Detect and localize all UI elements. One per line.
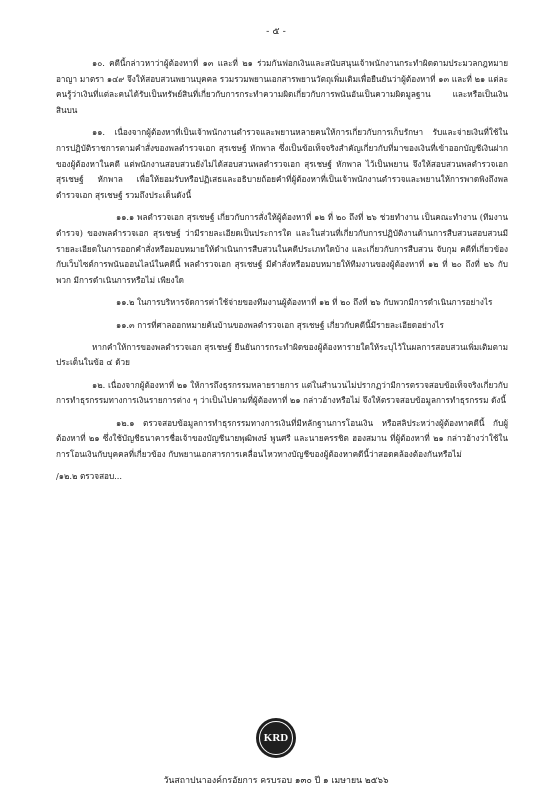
paragraph-note: หากคำให้การของพลตำรวจเอก สุรเชษฐ์ ยืนยันการกระทำผิดของผู้ต้องหารายใดให้ระบุไว้ในผลการสอบสวนเพิ่มเติมตามประเด็นในข้อ ๔ ด้วย xyxy=(56,341,508,368)
paragraph-12: ๑๒. เนื่องจากผู้ต้องหาที่ ๒๑ ให้การถึงธุรกรรมหลายรายการ แต่ในสำนวนไม่ปรากฏว่ามีการตรวจสอบข้อเท็จจริงเกี่ยวกับการทำธุรกรรมทางการเงินรายการต่าง ๆ ว่าเป็นไปตามที่ผู้ต้องหาที่ ๒๑ กล่าวอ้างหรือไม่ จึงให้ตรวจสอบข้อมูลการทำธุรกรรม ดังนี้ xyxy=(56,379,508,406)
paragraph-10: ๑๐. คดีนี้กล่าวหาว่าผู้ต้องหาที่ ๑๓ และที่ ๒๑ ร่วมกันฟอกเงินและสนับสนุนเจ้าพนักงานกระทำผิดตามประมวลกฎหมายอาญา มาตรา ๑๔๙ จึงให้สอบสวนพยานบุคคล รวมรวมพยานเอกสารพยานวัตถุเพิ่มเติมเพื่อยืนยันว่าผู้ต้องหาที่ ๑๓ และที่ ๒๑ แต่ละคนรู้ว่าเงินที่แต่ละคนได้รับเป็นทรัพย์สินที่เกี่ยวกับการกระทำความผิดเกี่ยวกับการพนันอันเป็นความผิดมูลฐาน และหรือเป็นเงินสินบน xyxy=(56,58,508,116)
paragraph-11-1: ๑๑.๑ พลตำรวจเอก สุรเชษฐ์ เกี่ยวกับการสั่งให้ผู้ต้องหาที่ ๑๒ ที่ ๒๐ ถึงที่ ๒๖ ช่วยทำงาน เป็นคณะทำงาน (ทีมงานตำรวจ) ของพลตำรวจเอก สุรเชษฐ์ ว่ามีรายละเอียดเป็นประการใด และในส่วนที่เกี่ยวกับการปฏิบัติงานด้านการสืบสวนสอบสวนมีรายละเอียดในการออกคำสั่งหรือมอบหมายให้ดำเนินการสืบสวนในคดีประเภทใดบ้าง และเกี่ยวกับการสืบสวน จับกุม คดีที่เกี่ยวข้องกับเว็บไซต์การพนันออนไลน์ในคดีนี้ พลตำรวจเอก สุรเชษฐ์ มีคำสั่งหรือมอบหมายให้ทีมงานของผู้ต้องหาที่ ๑๒ ที่ ๒๐ ถึงที่ ๒๖ กับพวก มีการดำเนินการหรือไม่ เพียงใด xyxy=(56,212,508,286)
continuation-marker: /๑๒.๒ ตรวจสอบ... xyxy=(56,471,122,482)
paragraph-11: ๑๑. เนื่องจากผู้ต้องหาที่เป็นเจ้าพนักงานตำรวจและพยานหลายคนให้การเกี่ยวกับการเก็บรักษา รับและจ่ายเงินที่ใช้ในการปฏิบัติราชการตามคำสั่งของพลตำรวจเอก สุรเชษฐ์ หักพาล ซึ่งเป็นข้อเท็จจริงสำคัญเกี่ยวกับที่มาของเงินที่เข้าออกบัญชีเงินฝากของผู้ต้องหาในคดี แต่พนักงานสอบสวนยังไม่ได้สอบสวนพลตำรวจเอก สุรเชษฐ์ หักพาล ไว้เป็นพยาน จึงให้สอบสวนพลตำรวจเอก สุรเชษฐ์ หักพาล เพื่อให้ยอมรับหรือปฏิเสธและอธิบายถ้อยคำที่ผู้ต้องหาที่เป็นเจ้าพนักงานตำรวจและพยานให้การพาดพิงถึงพลตำรวจเอก สุรเชษฐ์ รวมถึงประเด็นดังนี้ xyxy=(56,127,508,201)
paragraph-12-1: ๑๒.๑ ตรวจสอบข้อมูลการทำธุรกรรมทางการเงินที่มีหลักฐานการโอนเงิน หรือสลิประหว่างผู้ต้องหาคดีนี้ กับผู้ต้องหาที่ ๒๑ ซึ่งใช้บัญชีธนาคารชื่อเจ้าของบัญชีนายพุฒิพงษ์ พูนศรี และนายครรชิต ฮองสมาน ที่ผู้ต้องหาที่ ๒๑ กล่าวอ้างว่าใช้ในการโอนเงินกับบุคคลที่เกี่ยวข้อง กับพยานเอกสารการเคลื่อนไหวทางบัญชีของผู้ต้องหาคดีนี้ว่าสอดคล้องต้องกันหรือไม่ xyxy=(56,417,508,459)
seal-monogram: KRD xyxy=(259,721,293,755)
document-body xyxy=(56,56,508,491)
page-number: - ๕ - xyxy=(266,26,286,37)
paragraph-11-2: ๑๑.๒ ในการบริหารจัดการค่าใช้จ่ายของทีมงานผู้ต้องหาที่ ๑๒ ที่ ๒๐ ถึงที่ ๒๖ กับพวกมีการดำเนินการอย่างไร xyxy=(116,297,493,308)
footer-text: วันสถาปนาองค์กรอัยการ ครบรอบ ๑๓๐ ปี ๑ เมษายน ๒๕๖๖ xyxy=(163,776,389,786)
anniversary-seal-logo xyxy=(256,718,296,758)
paragraph-11-3: ๑๑.๓ การที่ศาลออกหมายค้นบ้านของพลตำรวจเอก สุรเชษฐ์ เกี่ยวกับคดีนี้มีรายละเอียดอย่างไร xyxy=(116,319,444,330)
